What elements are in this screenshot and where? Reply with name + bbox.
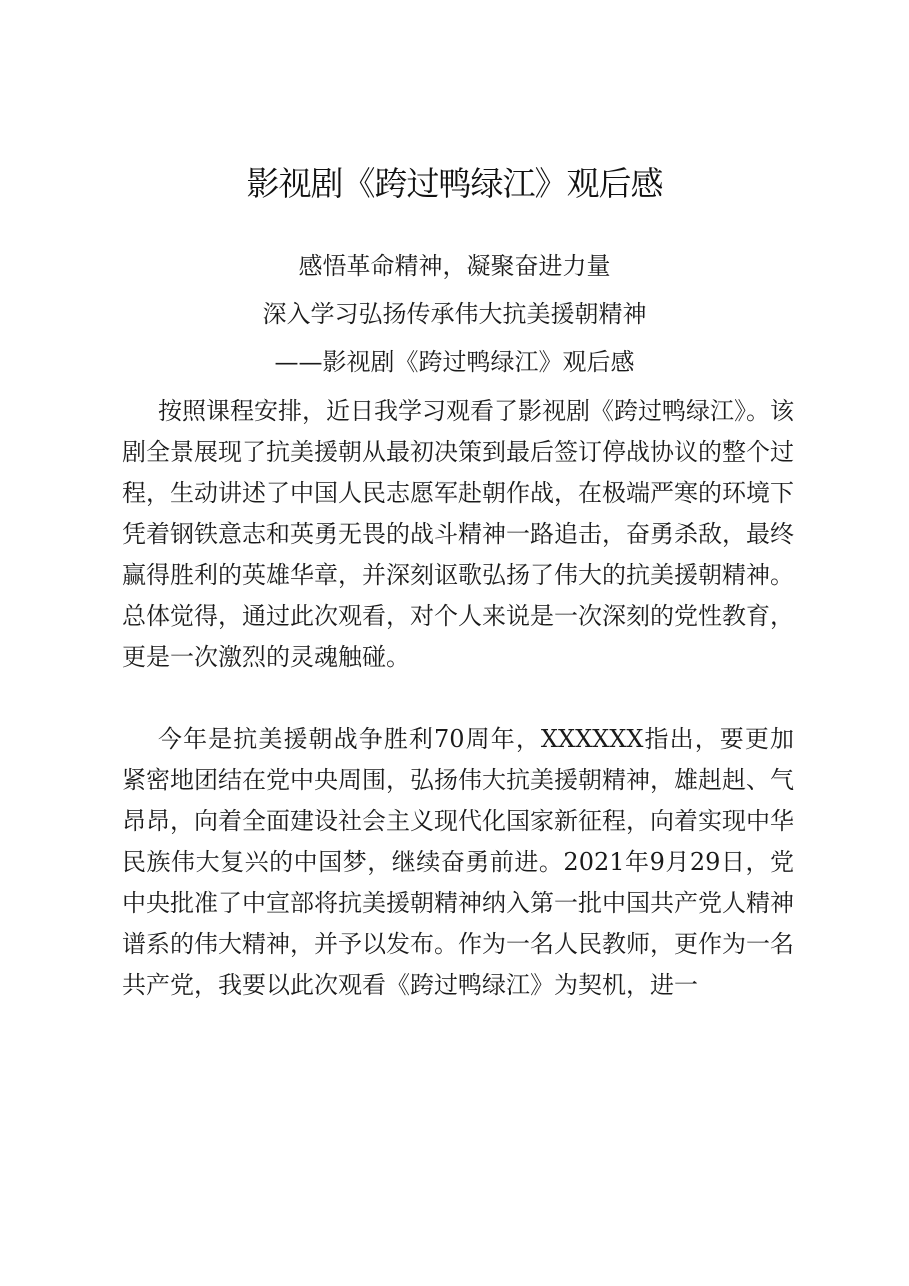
subtitle-line-3: ——影视剧《跨过鸭绿江》观后感 [274,348,635,376]
body-paragraph-2: 今年是抗美援朝战争胜利70周年，XXXXXX指出，要更加紧密地团结在党中央周围，弘扬伟大抗美援朝精神，雄赳赳、气昂昂，向着全面建设社会主义现代化国家新征程，向着实现中华民族伟大复兴的中国梦，继续奋勇前进。2021年9月29日，党中央批准了中宣部将抗美援朝精神纳入第一批中国共产党人精神谱系的伟大精神，并予以发布。作为一名人民教师，更作为一名共产党，我要以此次观看《跨过鸭绿江》为契机，进一 [122,725,794,999]
subtitle-line-1: 感悟革命精神，凝聚奋进力量 [298,252,611,280]
body-paragraph-1: 按照课程安排，近日我学习观看了影视剧《跨过鸭绿江》。该剧全景展现了抗美援朝从最初决策到最后签订停战协议的整个过程，生动讲述了中国人民志愿军赴朝作战，在极端严寒的环境下凭着钢铁意志和英勇无畏的战斗精神一路追击，奋勇杀敌，最终赢得胜利的英雄华章，并深刻讴歌弘扬了伟大的抗美援朝精神。总体觉得，通过此次观看，对个人来说是一次深刻的党性教育，更是一次激烈的灵魂触碰。 [122,397,794,671]
subtitle-line-2: 深入学习弘扬传承伟大抗美援朝精神 [262,300,647,328]
document-title: 影视剧《跨过鸭绿江》观后感 [246,164,663,203]
